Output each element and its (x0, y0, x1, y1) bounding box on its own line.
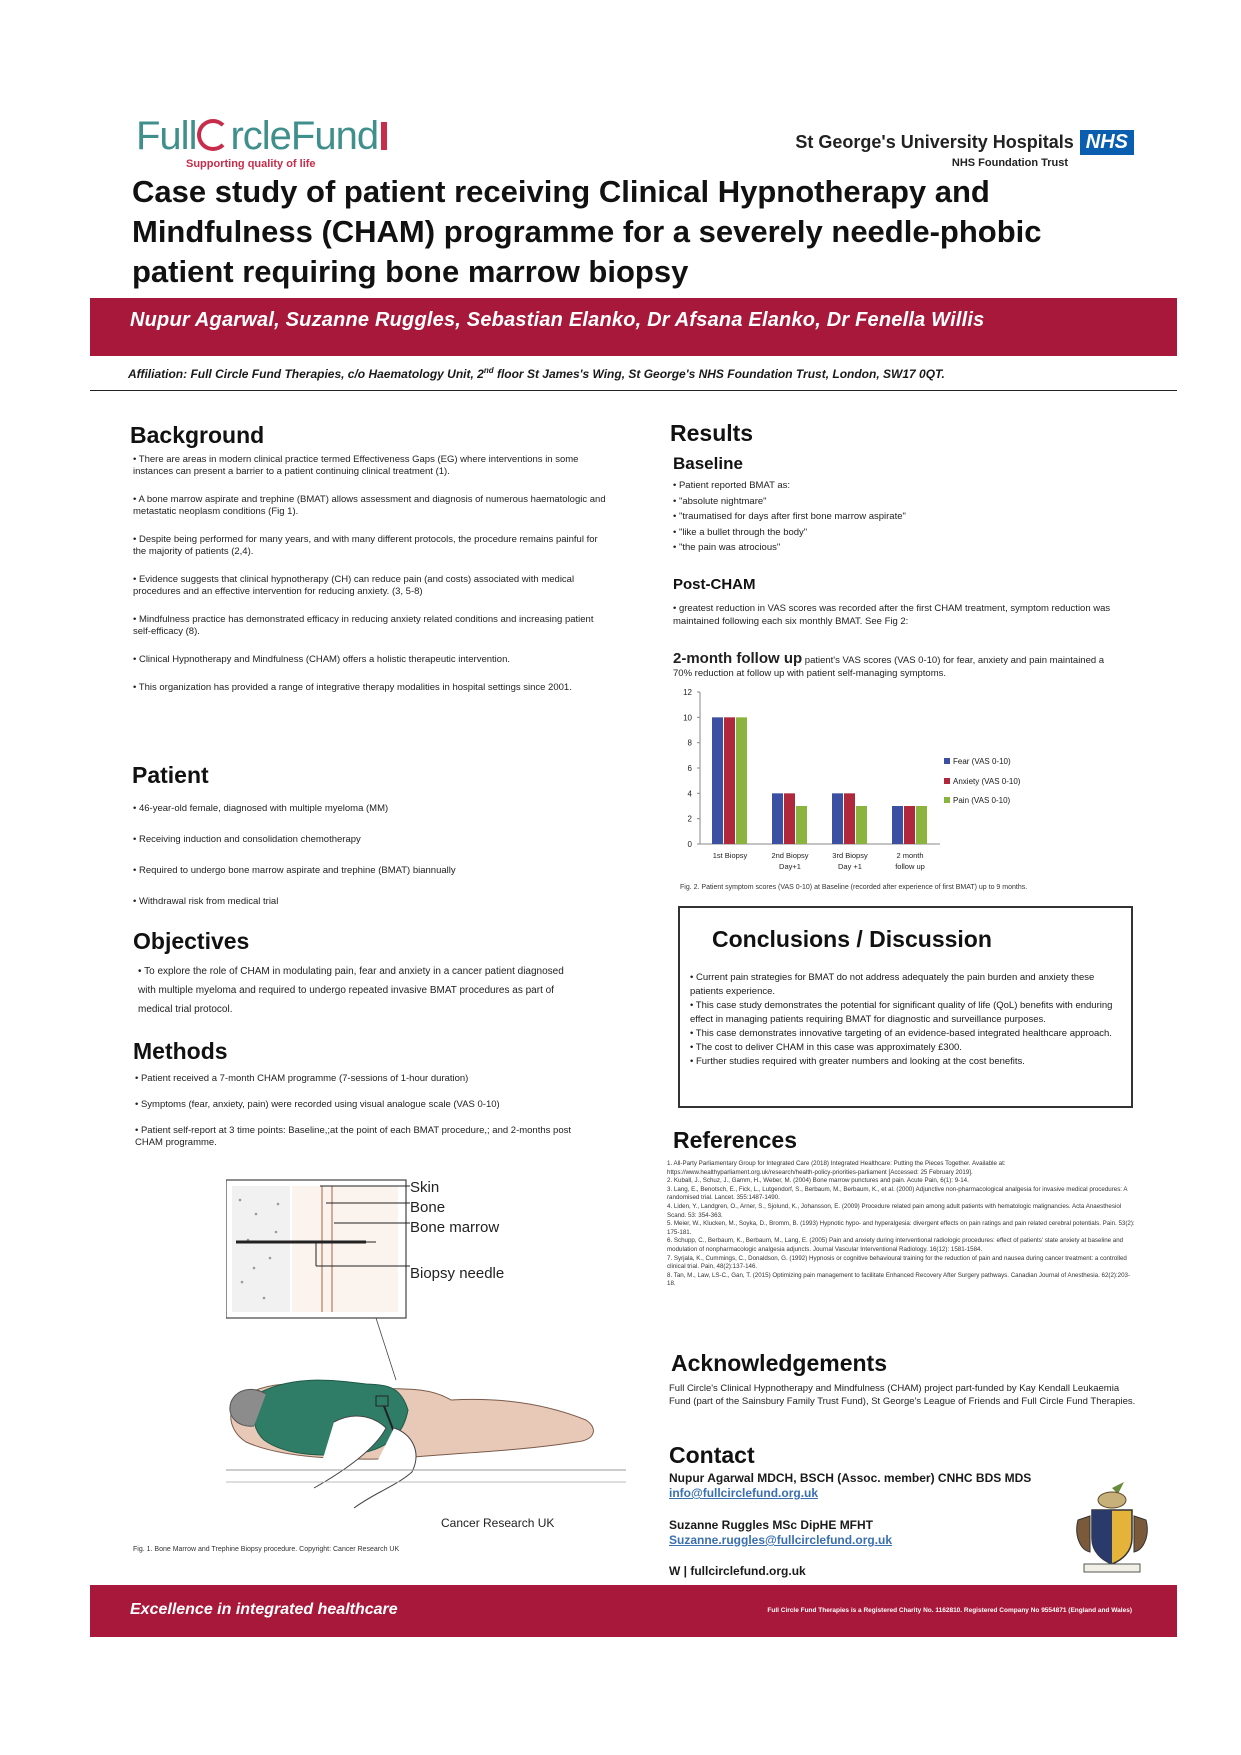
footer-registration: Full Circle Fund Therapies is a Registered Charity No. 1162810. Registered Company No 9554871 (England and Wales) (767, 1607, 1132, 1614)
coat-of-arms-icon (1072, 1480, 1152, 1575)
x-tick-label: 2nd Biopsy (771, 851, 809, 860)
bar-anxiety (784, 793, 795, 844)
reference-item: 6. Schupp, C., Berbaum, K., Berbaum, M., Lang, E. (2005) Pain and anxiety during interventional radiologic procedures: effect of patients' state anxiety at baseline and modulation of nonpharmacologic analgesia adjuncts. Journal Vascular Interventional Radiology. 16(12): 1581-1584. (667, 1237, 1124, 1253)
baseline-intro: • Patient reported BMAT as: (673, 480, 791, 491)
logo-word-rcle: rcle (230, 114, 291, 158)
bone-tissue (232, 1186, 290, 1312)
vas-bar-chart (672, 686, 1112, 886)
acknowledgements-text: Full Circle's Clinical Hypnotherapy and Mindfulness (CHAM) project part-funded by Kay Kendall Leukaemia Fund (part of the Sainsbury Family Trust Fund), St George's League of Friends and Full Circle Fund Therapies. (669, 1383, 1136, 1407)
authors-banner: Nupur Agarwal, Suzanne Ruggles, Sebastian Elanko, Dr Afsana Elanko, Dr Fenella Willis (90, 298, 1177, 356)
list-item: • This case study demonstrates the potential for significant quality of life (QoL) benefits with enduring effect in managing patients requiring BMAT for diagnostic and surveillance purposes. (690, 1000, 1113, 1025)
reference-item: 7. Syrjala, K., Cummings, C., Donaldson, G. (1992) Hypnosis or cognitive behavioural training for the reduction of pain and nausea during cancer treatment: a controlled clinical trial. Pain, 48(2):137-146. (667, 1254, 1127, 1271)
list-item: • This case demonstrates innovative targeting of an evidence-based integrated healthcare approach. (690, 1028, 1112, 1039)
quote-item: • "the pain was atrocious" (673, 542, 781, 553)
logo-tagline: Supporting quality of life (186, 158, 316, 170)
y-tick-label: 0 (687, 840, 692, 849)
patient-list (133, 793, 603, 917)
conclusions-heading: Conclusions / Discussion (712, 926, 992, 952)
background-heading: Background (130, 422, 265, 448)
references-list (667, 1160, 1137, 1289)
list-item: • There are areas in modern clinical practice termed Effectiveness Gaps (EG) where interventions in some instances can present a barrier to a patient continuing clinical treatment (1). (133, 454, 579, 477)
y-tick-label: 12 (683, 688, 692, 697)
bar-pain (796, 806, 807, 844)
y-tick-label: 8 (687, 738, 692, 748)
baseline-list (673, 478, 1113, 556)
st-georges-logo (795, 130, 1134, 169)
results-heading: Results (670, 420, 754, 446)
reference-item: 2. Kuball, J., Schuz, J., Gamm, H., Weber, M. (2004) Bone marrow punctures and pain. Acute Pain, 6(1): 9-14. (667, 1177, 969, 1185)
y-tick-label: 4 (687, 789, 692, 799)
reference-item: 1. All-Party Parliamentary Group for Integrated Care (2018) Integrated Healthcare: Putting the Pieces Together. Available at: https://www.healthyparliament.org.uk/research/health-policy-priorities-parliament [Accessed: 25 February 2019]. (667, 1160, 1006, 1176)
logo-wordmark (136, 114, 416, 158)
bar-pain (736, 717, 747, 844)
y-tick-label: 6 (687, 764, 692, 773)
list-item: • Withdrawal risk from medical trial (133, 896, 279, 907)
footer-tagline: Excellence in integrated healthcare (130, 1601, 398, 1618)
x-tick-label: follow up (895, 862, 925, 871)
bar-pain (856, 806, 867, 844)
email-link-2[interactable]: Suzanne.ruggles@fullcirclefund.org.uk (669, 1533, 893, 1547)
quote-item: • "absolute nightmare" (673, 495, 767, 507)
logo-word-full: Full (136, 114, 197, 158)
figure1-caption: Fig. 1. Bone Marrow and Trephine Biopsy procedure. Copyright: Cancer Research UK (133, 1546, 400, 1553)
quote-item: • "traumatised for days after first bone marrow aspirate" (673, 511, 906, 522)
list-item: • Current pain strategies for BMAT do not address adequately the pain burden and anxiety these patients experience. (690, 972, 1095, 997)
list-item: • Further studies required with greater numbers and looking at the cost benefits. (690, 1056, 1025, 1067)
bar-fear (892, 806, 903, 844)
followup-text (673, 652, 1123, 680)
x-tick-label: 3rd Biopsy (832, 851, 868, 860)
legend-label: Fear (VAS 0-10) (953, 757, 1011, 766)
list-item: • Mindfulness practice has demonstrated efficacy in reducing anxiety related conditions and increasing patient self-efficacy (8). (133, 614, 594, 637)
x-tick-label: Day+1 (779, 862, 801, 871)
reference-item: 8. Tan, M., Law, LS-C., Gan, T. (2015) Optimizing pain management to facilitate Enhanced Recovery After Surgery pathways. Canadian Journal of Anesthesia. 62(2):203-18. (667, 1271, 1131, 1288)
circle-icon (197, 119, 229, 151)
list-item: • Required to undergo bone marrow aspirate and trephine (BMAT) biannually (133, 865, 456, 876)
hospital-name: St George's University Hospitals (795, 132, 1074, 152)
affiliation-text: Affiliation: Full Circle Fund Therapies, c/o Haematology Unit, 2 (128, 367, 484, 381)
x-tick-label: 1st Biopsy (712, 851, 748, 860)
logo-word-fund: Fund (290, 114, 379, 158)
bar-fear (832, 793, 843, 844)
affiliation-text-end: floor St James's Wing, St George's NHS Foundation Trust, London, SW17 0QT. (493, 367, 945, 381)
references-heading: References (673, 1127, 798, 1153)
email-link-1[interactable]: info@fullcirclefund.org.uk (669, 1486, 819, 1500)
label-biopsy-needle: Biopsy needle (410, 1265, 505, 1282)
legend-item (944, 752, 1020, 772)
title-line: patient requiring bone marrow biopsy (132, 254, 689, 289)
list-item: • Receiving induction and consolidation chemotherapy (133, 834, 361, 845)
followup-heading: 2-month follow up (673, 650, 803, 667)
legend-item (944, 791, 1020, 811)
quote-item: • "like a bullet through the body" (673, 526, 808, 538)
title-line: Case study of patient receiving Clinical Hypnotherapy and (132, 174, 990, 209)
label-bone: Bone (410, 1199, 446, 1216)
bar-fear (712, 717, 723, 844)
full-circle-fund-logo (136, 114, 416, 170)
diagram-credit: Cancer Research UK (441, 1516, 555, 1530)
list-item: • 46-year-old female, diagnosed with multiple myeloma (MM) (133, 803, 389, 814)
bar-anxiety (724, 717, 735, 844)
reference-item: 5. Meier, W., Klucken, M., Soyka, D., Bromm, B. (1993) Hypnotic hypo- and hyperalgesia: divergent effects on pain ratings and pain related cerebral potentials. Pain. 53(2): 175-181. (667, 1220, 1135, 1236)
bar-fear (772, 793, 783, 844)
list-item: • Patient received a 7-month CHAM programme (7-sessions of 1-hour duration) (135, 1073, 469, 1084)
trust-name: NHS Foundation Trust (951, 157, 1068, 169)
contact-person-2: Suzanne Ruggles MSc DipHE MFHT (669, 1518, 874, 1532)
bar-anxiety (844, 793, 855, 844)
list-item: • A bone marrow aspirate and trephine (BMAT) allows assessment and diagnosis of numerous haematologic and metastatic neoplasm conditions (Fig 1). (133, 494, 606, 517)
reference-item: 4. Liden, Y., Landgren, O., Arner, S., Sjolund, K., Johansson, E. (2009) Procedure related pain among adult patients with hematologic malignancies. Acta Anaesthesiol Scand. 53: 354-363. (667, 1202, 1122, 1219)
bar-anxiety (904, 806, 915, 844)
legend-swatch (944, 758, 950, 764)
followup-body: patient's VAS scores (VAS 0-10) for fear, anxiety and pain maintained a 70% reduction at follow up with patient self-managing symptoms. (673, 655, 1105, 679)
website-line: W | fullcirclefund.org.uk (669, 1564, 806, 1578)
header-divider (90, 390, 1177, 391)
x-tick-label: Day +1 (838, 862, 862, 871)
label-skin: Skin (410, 1179, 440, 1196)
legend-label: Anxiety (VAS 0-10) (953, 776, 1021, 786)
diagram-labels (410, 1178, 504, 1284)
poster-title (132, 172, 1132, 292)
label-bone-marrow: Bone marrow (410, 1219, 500, 1236)
contact-heading: Contact (669, 1442, 755, 1468)
marrow-zone (292, 1186, 398, 1312)
y-tick-label: 2 (687, 814, 692, 824)
postcham-text: • greatest reduction in VAS scores was recorded after the first CHAM treatment, symptom reduction was maintained following each six monthly BMAT. See Fig 2: (673, 603, 1111, 627)
objectives-heading: Objectives (133, 928, 250, 954)
logo-bar-icon (381, 122, 387, 150)
footer-banner (90, 1585, 1177, 1637)
acknowledgements-heading: Acknowledgements (671, 1350, 887, 1376)
title-line: Mindfulness (CHAM) programme for a severely needle-phobic (132, 214, 1042, 249)
patient-heading: Patient (132, 762, 209, 788)
list-item: • Patient self-report at 3 time points: Baseline,;at the point of each BMAT procedure,; and 2-months post CHAM programme. (135, 1125, 571, 1148)
objectives-text: • To explore the role of CHAM in modulating pain, fear and anxiety in a cancer patient diagnosed with multiple myeloma and required to undergo repeated invasive BMAT procedures as part of medical trial protocol. (138, 966, 564, 1015)
nhs-badge: NHS (1080, 130, 1134, 155)
bar-pain (916, 806, 927, 844)
list-item: • This organization has provided a range of integrative therapy modalities in hospital settings since 2001. (133, 682, 572, 693)
affiliation-sup: nd (483, 366, 494, 375)
legend-swatch (944, 797, 950, 803)
affiliation (128, 366, 1178, 381)
list-item: • The cost to deliver CHAM in this case was approximately £300. (690, 1042, 962, 1053)
background-list (133, 454, 608, 710)
contact-person-1: Nupur Agarwal MDCH, BSCH (Assoc. member) CNHC BDS MDS (669, 1471, 1032, 1485)
list-item: • Clinical Hypnotherapy and Mindfulness (CHAM) offers a holistic therapeutic intervention. (133, 654, 510, 665)
list-item: • Evidence suggests that clinical hypnotherapy (CH) can reduce pain (and costs) associated with medical procedures and an effective intervention for reducing anxiety. (3, 5-8) (133, 574, 575, 597)
x-tick-label: 2 month (896, 851, 924, 860)
list-item: • Symptoms (fear, anxiety, pain) were recorded using visual analogue scale (VAS 0-10) (135, 1099, 500, 1110)
legend-swatch (944, 778, 950, 784)
legend-item (944, 772, 1020, 792)
reference-item: 3. Lang, E., Benotsch, E., Fick, L., Lutgendorf, S., Berbaum, M., Berbaum, K., et al. (2000) Adjunctive non-pharmacological analgesia for invasive medical procedures: A randomised trial. Lancet. 355:1487-1490. (667, 1185, 1128, 1202)
list-item: • Despite being performed for many years, and with many different protocols, the procedure remains painful for the majority of patients (2,4). (133, 534, 598, 557)
y-tick-label: 10 (683, 713, 692, 723)
baseline-heading: Baseline (673, 454, 743, 473)
methods-list (135, 1073, 585, 1149)
conclusions-box (678, 906, 1133, 1108)
chart-legend (944, 752, 1020, 811)
legend-label: Pain (VAS 0-10) (953, 796, 1011, 805)
postcham-heading: Post-CHAM (673, 576, 756, 593)
figure2-caption: Fig. 2. Patient symptom scores (VAS 0-10) at Baseline (recorded after experience of first BMAT) up to 9 months. (680, 884, 1028, 891)
methods-heading: Methods (133, 1038, 228, 1064)
